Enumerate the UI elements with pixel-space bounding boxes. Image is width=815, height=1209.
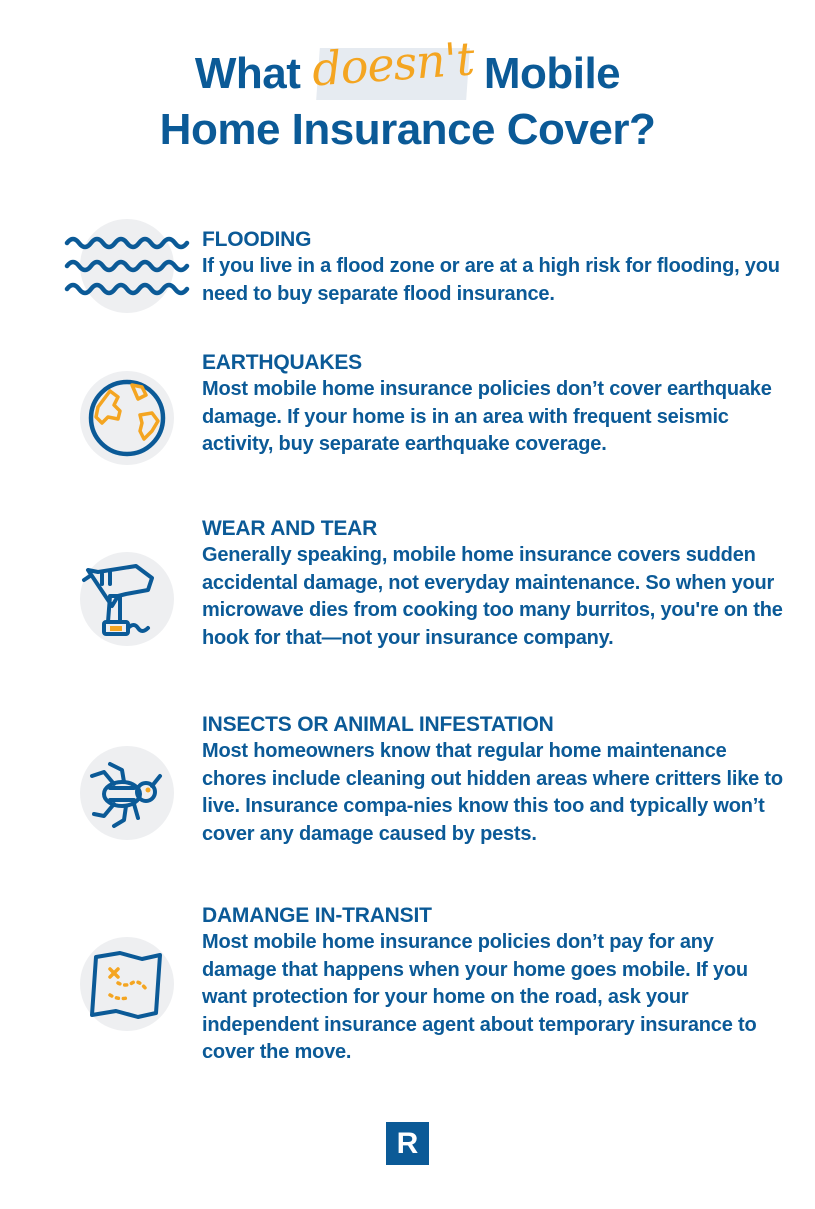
title-line-1 [0, 31, 815, 102]
item-body: If you live in a flood zone or are at a high risk for flooding, you need to buy separate flood insurance. [202, 255, 780, 305]
title-highlight [310, 31, 476, 102]
item-heading: DAMANGE IN-TRANSIT [202, 904, 432, 927]
item-heading: FLOODING [202, 228, 312, 251]
map-icon [80, 937, 174, 1031]
item-heading: EARTHQUAKES [202, 351, 362, 374]
item-body: Most mobile home insurance policies don’t pay for any damage that happens when your home goes mobile. If you want protection for your home on the road, ask your independent insurance agent about temporary insurance to cover the move. [202, 931, 757, 1063]
title-word-mobile: Mobile [483, 49, 621, 98]
item-heading: WEAR AND TEAR [202, 517, 378, 540]
item-body: Generally speaking, mobile home insurance covers sudden accidental damage, not everyday maintenance. So when your microwave dies from cooking too many burritos, you're on the hook for that—not your insurance company. [202, 544, 783, 649]
item-heading: INSECTS OR ANIMAL INFESTATION [202, 713, 554, 736]
title-highlight-word: doesn't [310, 31, 476, 97]
title-word-what: What [194, 49, 301, 98]
ramsey-logo: R [386, 1122, 429, 1165]
item-body: Most homeowners know that regular home maintenance chores include cleaning out hidden areas where critters like to live. Insurance compa-nies know this too and typically won’t cover any damage caused by pests. [202, 740, 783, 845]
item-body: Most mobile home insurance policies don’t cover earthquake damage. If your home is in an area with frequent seismic activity, buy separate earthquake coverage. [202, 378, 772, 455]
page-title [0, 31, 815, 158]
globe-icon [80, 371, 174, 465]
drill-icon [80, 552, 174, 646]
title-line-2: Home Insurance Cover? [159, 105, 656, 154]
bug-icon [80, 746, 174, 840]
waves-icon [80, 219, 174, 313]
